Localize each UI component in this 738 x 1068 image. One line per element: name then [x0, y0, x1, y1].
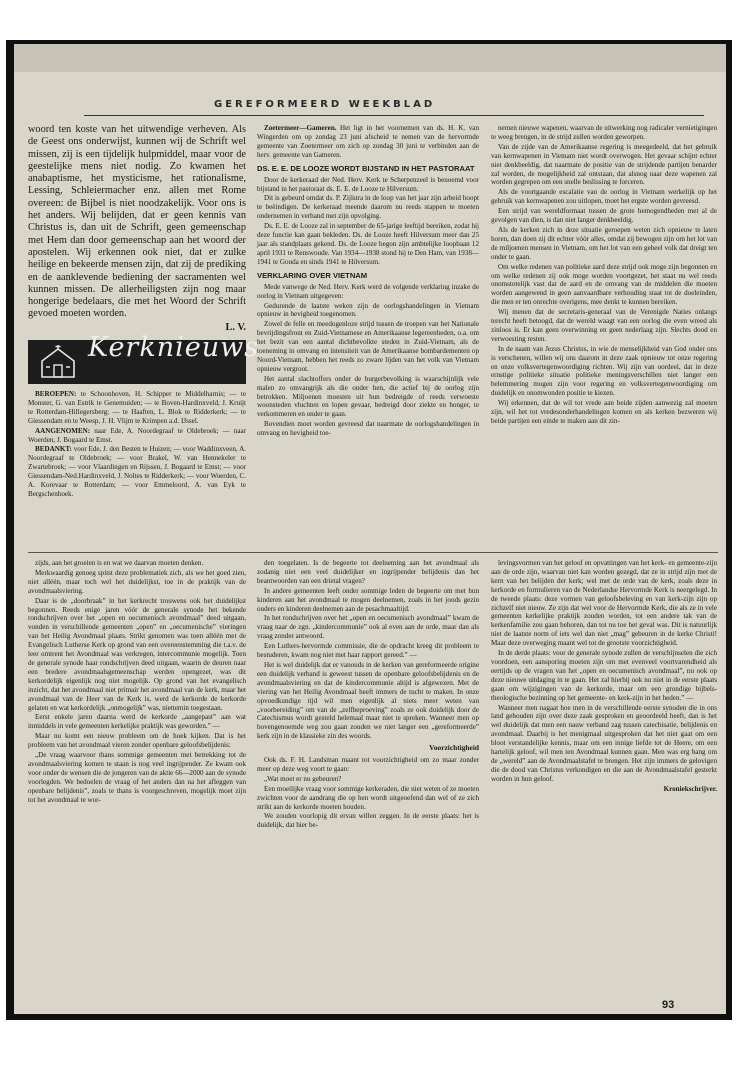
- voorzichtigheid-subheading: Voorzichtigheid: [429, 743, 479, 753]
- kerknieuws-banner: [28, 332, 260, 384]
- banner-title: Kerknieuws: [88, 332, 260, 364]
- aangenomen-text: naar Ede, A. Noordegraaf te Oldebroek; — naar Woerden, J. Bogaard te Emst.: [28, 426, 246, 444]
- vietnam-paragraph: Als de kerken zich in deze situatie geroepen weten zich opnieuw te laten horen, dan doen zij dit echter vóór alles, omdat zij bewogen zijn om het lot van de miljoenen mensen in Vietnam, om het lot van een geheel volk dat dreigt ten onder te gaan.: [491, 225, 717, 261]
- kroniek-paragraph: „De vraag waarvoor thans sommige gemeenten met betrekking tot de avondmaalsviering komen te staan is nog veel ingrijpender. Ze kwam ook voor onder de wensen die de jongeren van de aktie 66—2000 aan de synode voorlegden. We bedoelen de vraag of het anders dan na het afleggen van openbare belijdenis”, zoals te thans is voorgeschreven, mogelijk moet zijn tot het avondmaal te wor-: [28, 751, 246, 804]
- aangenomen-item: [28, 427, 246, 445]
- bedankt-label: BEDANKT:: [35, 445, 72, 454]
- lower-column-3: [491, 559, 717, 795]
- zoetermeer-item: [257, 124, 479, 160]
- vietnam-paragraph: nemen nieuwe wapenen, waarvan de uitwerking nog radicaler vernietigingen te weeg brengen, in de strijd zullen worden geworpen.: [491, 124, 717, 141]
- page-number: 93: [662, 999, 675, 1011]
- column-2: [257, 124, 479, 439]
- beroepen-item: [28, 390, 246, 426]
- bedankt-text: voor Ede, J. den Besten te Huizen; — voor Waddinxveen, A. Noordegraaf te Oldebroek; — voor Brakel, W. van Hennekeler te Zwartebroek; — voor Vlaardingen en Rijssen, J. Bogaard te Emst; — voor Giessendam-Ned.Hardinxveld, J. Noltes te Ridderkerk; — voor Woerden, C. A. Korevaar te Rotterdam; — voor Emmeloord, A. van Eyk te Bergschenhoek.: [28, 445, 246, 499]
- vietnam-paragraph: Mede vanwege de Ned. Herv. Kerk werd de volgende verklaring inzake de oorlog in Vietnam uitgegeven:: [257, 282, 479, 300]
- vietnam-paragraph: Wij menen dat de secretaris-generaal van de Verenigde Naties onlangs terecht heeft betoogd, dat de wereld waagt van een oorlog die even wreed als zinloos is. Er kan geen overwinning en geen nederlaag zijn. Slechts dood en verwoesting resten.: [491, 308, 717, 343]
- vietnam-paragraph: Zowel de felle en meedogenloze strijd tussen de troepen van het Nationale bevrijdingsfront en Zuid-Vietnamese en Amerikaanse legereenheden, o.a. om het bezit van een aantal dichtbevolkte steden in Zuid-Vietnam, als de toeneming in omvang en intensiteit van de Amerikaanse bombardementen op Noord-Vietnam, hebben het reeds zo zware lijden van het volk van Vietnam opnieuw vergroot.: [257, 320, 479, 373]
- looze-paragraph: Ds. E. E. de Looze zal in september de 65-jarige leeftijd bereiken, zodat hij deze functie kan gaan bekleden. Ds. de Looze heeft Hilversum meer dan 25 jaar als standplaats gekend. Ds. de Looze begon zijn ambtelijke loopbaan 12 april 1931 te Renswoude. Van 1934—1938 stond hij te Den Ham, van 1938—1941 te Gouda en sinds 1941 te Hilversum.: [257, 222, 479, 266]
- vietnam-paragraph: Als de voortgaande escalatie van de oorlog in Vietnam werkelijk op het gebruik van kernwapenen zou uitlopen, moet het ergste worden gevreesd.: [491, 188, 717, 206]
- kroniek-paragraph: „Wat moet er nu gebeuren?: [264, 774, 342, 783]
- looze-headline: DS. E. E. DE LOOZE WORDT BIJSTAND IN HET PASTORAAT: [257, 163, 475, 173]
- essay-signature: L. V.: [225, 321, 246, 333]
- column-3: [491, 124, 717, 427]
- vietnam-paragraph: Wij erkennen, dat de wil tot vrede aan beide zijden aanwezig zal moeten zijn, wil het tot vredesonderhandelingen komen en als kerken bezweren wij beide partijen een einde te maken aan dit zin-: [491, 399, 717, 425]
- looze-paragraph: Dit is gebeurd omdat ds. P. Zijlstra in de loop van het jaar zijn arbeid hoopt te beëindigen. De kerkeraad meende daarom nu reeds stappen te moeten ondernemen in verband met zijn opvolging.: [257, 194, 479, 221]
- header-rule: [84, 115, 704, 116]
- kroniek-paragraph: Een moeilijke vraag voor sommige kerkeraden, die niet weten of ze moeten zwichten voor de aandrang die op hen wordt uitgeoefend dan wel of ze zich strikt aan de kerkorde moeten houden.: [257, 784, 479, 811]
- zoetermeer-lead: Zoetermeer—Gameren.: [264, 124, 337, 132]
- kroniek-paragraph: Ook ds. F. H. Landsman maant tot voorzichtigheid om zo maar zonder meer op deze weg voort te gaan:: [257, 756, 479, 773]
- beroepen-label: BEROEPEN:: [35, 390, 77, 399]
- kroniek-paragraph: In het rondschrijven over het „open en oecumenisch avondmaal” kwam de vraag naar de zgn. „kindercommunie” ook al even aan de orde, maar dan als vraag zonder antwoord.: [257, 614, 479, 641]
- lower-column-1: [28, 559, 246, 805]
- kroniek-paragraph: Een Luthers-hervormde commissie, die de opdracht kreeg dit probleem te bestuderen, kwam nog niet met haar rapport gereed.” —: [257, 642, 479, 660]
- church-icon: [38, 345, 78, 379]
- vietnam-paragraph: Om welke redenen van politieke aard deze strijd ook moge zijn begonnen en om welke redenen zij ook moge worden voortgezet, het staat nu wel reeds onomstotelijk vast dat de aard en de omvang van de middelen die moeten worden aangewend in geen aanvaardbare verhouding staat tot de doeleinden, die men er ten onrechte overigens, mee denkt te kunnen bereiken.: [491, 262, 717, 307]
- page-top-edge: [14, 44, 726, 72]
- beroepen-text: te Schoonhoven, H. Schipper te Middelharnis; — te Monster, G. van Estrik te Genemuiden; — te Boven-Hardinxveld, J. Kruijt te Rotterdam-Hillegersberg; — te Haaften, L. Blok te Ridderkerk; — te Giessendam en te Weesp, J. H. Vlijm te Krimpen a.d. IJssel.: [28, 390, 246, 425]
- vietnam-paragraph: In de naam van Jezus Christus, in wie de menselijkheid van God onder ons is verschenen, willen wij ons daarom in deze zaak opnieuw tot onze regering en onze volksvertegenwoordiging richten. Wij zijn van oordeel, dat in deze ernstige politieke situatie politieke meningsverschillen niet langer een belemmering mogen zijn voor regering en volksvertegenwoordiging om duidelijk en onomwonden positie te kiezen.: [491, 344, 717, 398]
- vietnam-paragraph: Een strijd van wereldformaat tussen de grote hemogendheden met al de gevolgen van dien, is dan niet langer denkbeeldig.: [491, 207, 717, 225]
- vietnam-paragraph: Bovendien moet worden gevreesd dat naarmate de oorlogshandelingen in omvang en hevigheid toe-: [257, 420, 479, 438]
- essay-conclusion: [28, 124, 246, 334]
- aangenomen-label: AANGENOMEN:: [35, 426, 91, 435]
- kroniek-paragraph: Het is wel duidelijk dat er vanouds in de kerken van gereformeerde origine een duidelijk verband is geweest tussen de openbare geloofsbelijdenis en de avondmaalsviering en dat de kindercommunie altijd is afgewezen. Met de viering van het Heilig Avondmaal heeft immers de tucht te maken. In onze opvoedkundige tijd wil men eigenlijk al niets meer weten van „voorbereiding” om van de „zelfbeproeving” zoals ze ook duidelijk door de Catechismus wordt gesteld helemaal maar niet te spreken. Wanneer men op bovengenoemde weg zou gaan zouden we niet langer een „gereformeerde” kerk zijn in de klassieke zin des woords.: [257, 660, 479, 741]
- vietnam-paragraph: Van de zijde van de Amerikaanse regering is meegedeeld, dat het gebruik van kernwapenen in Vietnam niet wordt overwogen. Het gevaar schijnt echter niet denkbeeldig, dat naarmate de positie van de strijdende partijen benarder zal worden, de mogelijkheid zal ontstaan, dat alsnog naar deze wapenen zal worden gegrepen om een snelle beslissing te forceren.: [491, 142, 717, 187]
- vietnam-headline: VERKLARING OVER VIETNAM: [257, 270, 368, 280]
- kroniek-paragraph: In de derde plaats: voor de generale synode zullen de verschijnselen die zich voordoen, een aansporing moeten zijn om met evenveel voortvarendheid als eertijds op de vragen van het „open en oecumenisch avondmaal”, nu ook op deze nieuwe uitdaging in te gaan. Het zal hierbij ook nu niet in de eerste plaats gaan om wijzigingen van de kerkorde, maar om een grondige bijbels-theologische bezinning op het gemeente- en kerk-zijn in het heden.” —: [491, 649, 717, 702]
- looze-paragraph: Door de kerkeraad der Ned. Herv. Kerk te Scherpenzeel is benoemd voor bijstand in het pastoraat ds. E. E. de Looze te Hilversum.: [257, 175, 479, 193]
- section-divider: [28, 552, 718, 553]
- kroniek-paragraph: Wanneer men nagaat hoe men in de verschillende eerste synoden die in ons land gehouden zijn over deze zaak gesproken en geoordeeld heeft, dan is het wel duidelijk dat men een nauw verband zag tussen catechisatie, belijdenis en avondmaal. Daarbij is het menigmaal uitgesproken dat het niet gaat om een bloot verstandelijke kennis, maar om een innige liefde tot de Heere, om een hartelijk geloof, wil men ten Avondmaal kunnen gaan. Men was erg bang om de „wereld” aan de Avondmaalstafel te brengen. Het zijn immers de gelovigen die de dood van Christus verkondigen en die aan de Avondmaalstafel gesterkt worden in hun geloof.: [491, 703, 717, 783]
- kroniek-paragraph: den toegelaten. Is de begeerte tot deelneming aan het avondmaal als zodanig niet een veel duidelijker en ingrijpender belijdenis dan het beantwoorden van een drietal vragen?: [257, 559, 479, 585]
- kroniek-paragraph: Eerst enkele jaren daarna werd de kerkorde „aangepast” aan wat inmiddels in vele gemeenten kerkelijke praktijk was geworden.” —: [28, 713, 246, 731]
- zoetermeer-text: Het ligt in het voornemen van ds. H. K. van Wingerden om op zondag 23 juni afscheid te nemen van de hervormde gemeente van Zoetermeer om zich op zondag 30 juni te verbinden aan de herv. gemeente van Gameren.: [257, 124, 479, 159]
- vietnam-paragraph: Gedurende de laatste weken zijn de oorlogshandelingen in Vietnam opnieuw in hevigheid toegenomen.: [257, 301, 479, 319]
- essay-text: woord ten koste van het uitwendige verheven. Als de Geest ons onderwijst, kunnen wij de Schrift wel missen, zij is een tijdelijk hulpmiddel, maar voor de geestelijke mens niet nodig. Zo kwamen het anabaptisme, het mysticisme, het rationalisme, Lessing, Schleiermacher enz. allen met Rome overeen: de Bijbel is niet noodzakelijk. Voor ons is het anders. Wij belijden, dat er geen kennis van Christus is, dan uit de Schrift, geen gemeenschap met Hem dan door gemeenschap aan het woord der apostelen. Wij erkennen ook niet, dat er zulke heilige en bekeerde mensen zijn, dat zij de prediking en de aanklevende bediening der sacramenten wel kunnen missen. De allerheiligsten zijn nog maar hongerige bedelaars, die met het Woord der Schrift gevoed moeten worden.: [28, 124, 246, 320]
- kroniek-paragraph: zijds, aan het groeien is en wat we daarvan moeten denken.: [35, 559, 204, 567]
- page-header: GEREFORMEERD WEEKBLAD: [214, 99, 436, 110]
- kroniek-paragraph: Maar nu komt een nieuw probleem om de hoek kijken. Dat is het probleem van het avondmaal vieren zonder openbare geloofsbelijdenis:: [28, 732, 246, 750]
- kroniek-paragraph: Daar is de „doorbraak” in het kerkrecht trouwens ook het duidelijkst begonnen. Reeds enige jaren vóór de generale synode het bekende rondschrijven over het „open en oecumenisch avondmaal” deed uitgaan, vonden in verschillende gemeenten „open” en „oecumenische” vieringen van het Heilig Avondmaal plaats. Strikt genomen was toen alléén met de Evangelisch Lutherse Kerk op grond van een overeenstemming die t.a.v. de leer omtrent het Avondmaal was verkregen, intercommunie mogelijk. Toen de generale synode haar rondschrijven deed uitgaan, waarin de deuren naar een bredere avondmaalsgemeenschap werden opengezet, was dit kerkordelijk eigenlijk nog niet mogelijk. Op grond van het evangelisch inzicht, dat het avondmaal niet primair het avondmaal van de kerk, maar het avondmaal van de Heer van de Kerk is, werd de kerkorde de kerkorde gelaten en wat kerkordelijk „onmogelijk” was, niettemin toegestaan.: [28, 596, 246, 712]
- vietnam-paragraph: Het aantal slachtoffers onder de burgerbevolking is waarschijnlijk vele malen zo omvangrijk als die onder hen, die actief bij de oorlog zijn betrokken. Miljoenen moesten uit hun bedreigde of reeds verwoeste woonsteden vluchten en lopen gevaar, bedreigd door ziekte en honger, te verkommeren en onder te gaan.: [257, 374, 479, 419]
- kroniek-paragraph: Merkwaardig genoeg spitst deze problematiek zich, als we het goed zien, niet alléén, maar toch wel het duidelijkst, toe in de praktijk van de avondmaalsviering.: [28, 568, 246, 595]
- kroniek-paragraph: In andere gemeenten leeft onder sommige leden de begeerte om met hun kinderen aan het avondmaal te mogen deelnemen, zoals in het joods gezin ouders en kinderen deelnemen aan de pesachmaaltijd.: [257, 586, 479, 613]
- kroniek-signature: Kroniekschrijver.: [663, 784, 717, 793]
- bedankt-item: [28, 445, 246, 498]
- lower-column-2: [257, 559, 479, 831]
- newspaper-page: [14, 44, 726, 1014]
- kroniek-paragraph: We zouden voorlopig dit ervan willen zeggen. In de eerste plaats: het is duidelijk, dat hier be-: [257, 812, 479, 830]
- kroniek-paragraph: levingsvormen van het geloof en opvattingen van het kerk- en gemeente-zijn aan de orde zijn, waarvan niet kan worden gezegd, dat ze in strijd zijn met de kern van het belijden der kerk; wel met de orde van de kerk, zoals deze in kerkorde en formulieren van de Nederlandse Hervormde Kerk is neergelegd. In de tweede plaats: deze vormen van geloofsbeleving en van kerk-zijn zijn op zichzelf niet nieuw. Ze zijn dat wel voor de Hervormde Kerk, die als ze in vele gemeenten kerkelijke praktijk zouden worden, tot een andere tak van de kerkenfamilie zou gaan behoren, dan tot nu toe het geval was. Dit is natuurlijk niet de laatste norm of iets wel dan niet „mag” gebeuren in de kerke Christi! Maar deze overweging maant wel tot de grootste voorzichtigheid.: [491, 559, 717, 648]
- column-1: [28, 124, 260, 500]
